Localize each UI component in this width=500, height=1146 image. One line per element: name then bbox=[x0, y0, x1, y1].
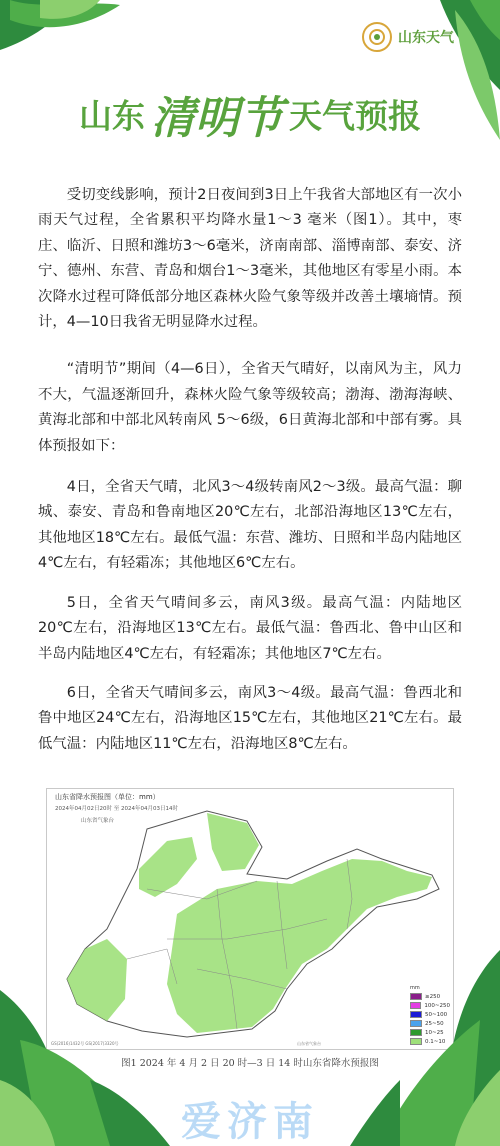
map-brand: 山东省气象台 bbox=[297, 1041, 321, 1046]
title-suffix: 天气预报 bbox=[289, 96, 421, 136]
legend-item: 50~100 bbox=[410, 1010, 450, 1019]
legend-item: 10~25 bbox=[410, 1028, 450, 1037]
logo-text: 山东天气 bbox=[398, 30, 454, 46]
title-prefix: 山东 bbox=[79, 96, 145, 136]
weather-logo-icon bbox=[362, 22, 392, 52]
paragraph-day5: 5日，全省天气晴间多云，南风3级。最高气温：内陆地区20℃左右，沿海地区13℃左右。最低气温：鲁西北、鲁中山区和半岛内陆地区4℃左右，有轻霜冻；其他地区7℃左右。 bbox=[38, 594, 462, 662]
title-highlight: 清明节 bbox=[151, 93, 283, 144]
legend-item: ≥250 bbox=[410, 992, 450, 1001]
paragraph-overview: 受切变线影响，预计2日夜间到3日上午我省大部地区有一次小雨天气过程，全省累积平均降水量1～3 毫米（图1）。其中，枣庄、临沂、日照和潍坊3～6毫米，济南南部、淄博南部、泰安、济宁、德州、东营、青岛和烟台1～3毫米，其他地区有零星小雨。本次降水过程可降低部分地区森林火险气象等级并改善土壤墒情。预计，4—10日我省无明显降水过程。 bbox=[38, 187, 462, 331]
legend-item: 100~250 bbox=[410, 1001, 450, 1010]
map-copyright: GS(2016)1432号 GS(2017)3320号 bbox=[51, 1041, 119, 1046]
map-time-range: 2024年04月02日20时 至 2024年04月03日14时 bbox=[55, 806, 178, 812]
legend-item: 0.1~10 bbox=[410, 1037, 450, 1046]
leaf-decoration-top-left bbox=[0, 0, 130, 80]
page-title bbox=[0, 82, 500, 146]
map-issuer: 山东省气象台 bbox=[81, 818, 115, 824]
paragraph-day4: 4日，全省天气晴，北风3～4级转南风2～3级。最高气温：聊城、泰安、青岛和鲁南地区20℃左右，北部沿海地区13℃左右，其他地区18℃左右。最低气温：东营、潍坊、日照和半岛内陆地区4℃左右，有轻霜冻；其他地区6℃左右。 bbox=[38, 479, 462, 572]
legend-title: mm bbox=[410, 985, 420, 991]
paragraph-holiday: “清明节”期间（4—6日），全省天气晴好，以南风为主，风力不大，气温逐渐回升，森林火险气象等级较高；渤海、渤海海峡、黄海北部和中部北风转南风 5～6级，6日黄海北部和中部有雾。具体预报如下： bbox=[38, 361, 462, 454]
map-caption: 图1 2024 年 4 月 2 日 20 时—3 日 14 时山东省降水预报图 bbox=[121, 1058, 379, 1069]
footer-brand bbox=[0, 1090, 500, 1146]
forecast-text bbox=[38, 183, 462, 757]
paragraph-day6: 6日，全省天气晴间多云，南风3～4级。最高气温：鲁西北和鲁中地区24℃左右，沿海地区15℃左右，其他地区21℃左右。最低气温：内陆地区11℃左右，沿海地区8℃左右。 bbox=[38, 684, 462, 752]
legend-item: 25~50 bbox=[410, 1019, 450, 1028]
footer-brand-text: 爱济南 bbox=[181, 1099, 319, 1145]
map-title: 山东省降水预报图（单位：mm） bbox=[55, 793, 160, 801]
brand-logo bbox=[362, 22, 454, 52]
